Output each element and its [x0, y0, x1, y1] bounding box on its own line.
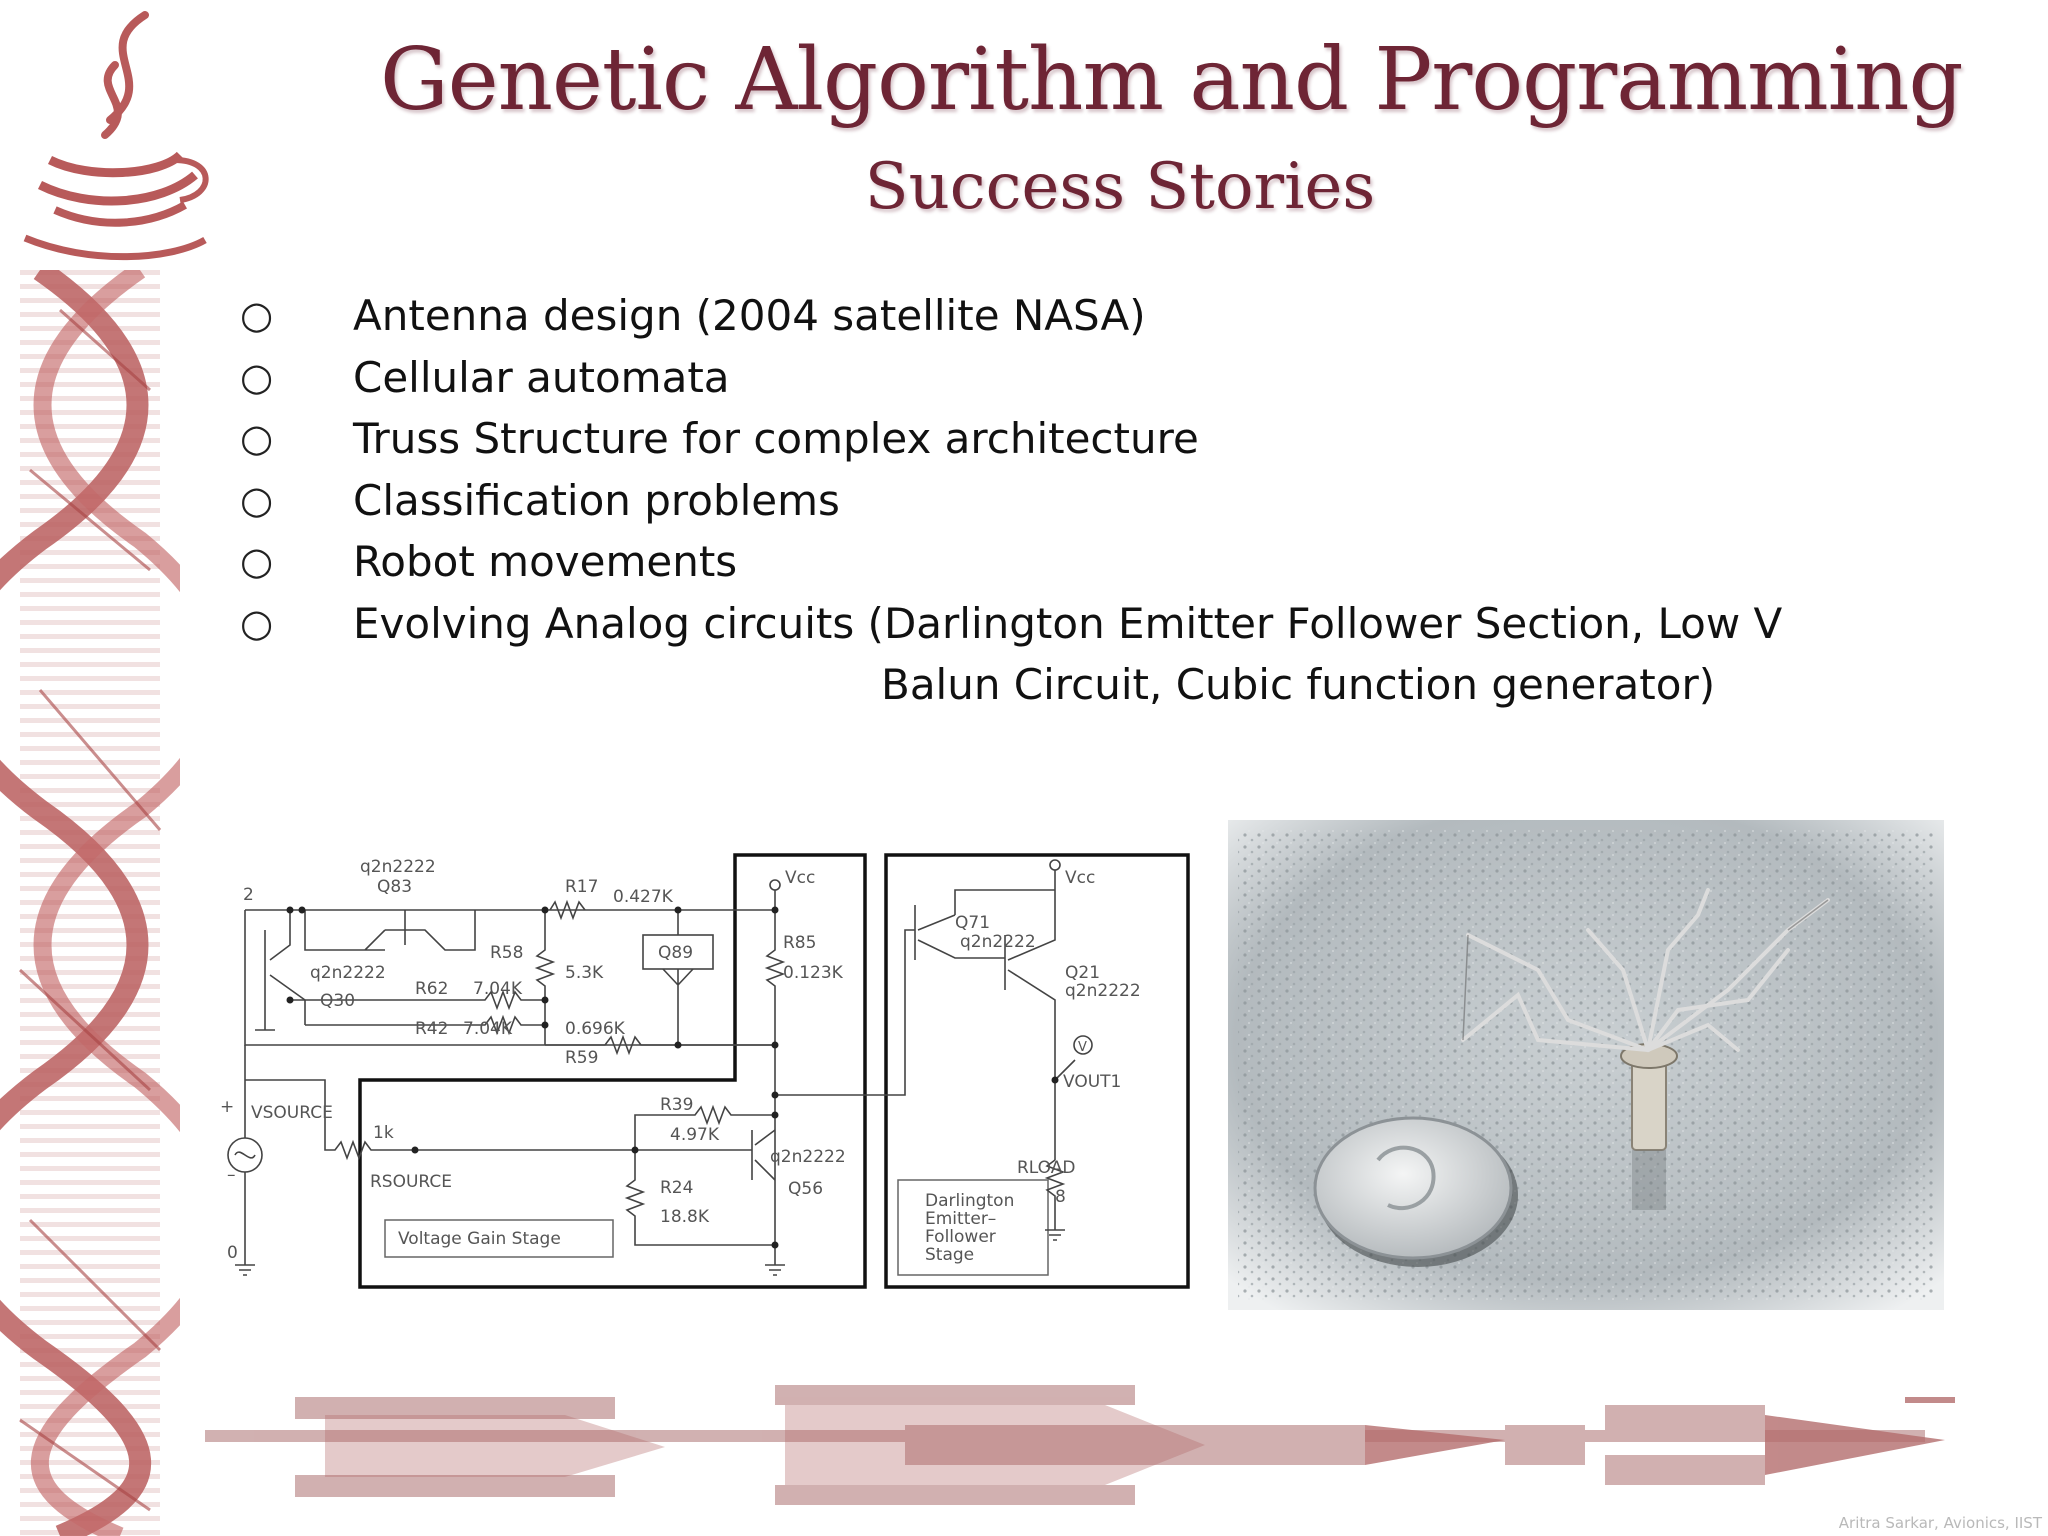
- component-name: Q89: [658, 943, 694, 963]
- component-value: 7.04K: [463, 1019, 512, 1039]
- component-value: 4.97K: [670, 1125, 719, 1145]
- bullet-marker: ○: [240, 600, 274, 645]
- component-value: 18.8K: [660, 1207, 709, 1227]
- component-name: R39: [660, 1095, 694, 1115]
- component-name: Q56: [788, 1179, 824, 1199]
- stage-label: Stage: [925, 1245, 975, 1265]
- bullet-marker: ○: [240, 416, 274, 460]
- list-item: [240, 285, 1800, 347]
- gene-strip-decoration: [205, 1385, 2005, 1510]
- polarity-label: +: [220, 1097, 235, 1117]
- component-name: Q21: [1065, 963, 1101, 983]
- supply-label: Vcc: [1065, 868, 1096, 888]
- bullet-text: Classification problems: [353, 475, 840, 525]
- slide-title: Genetic Algorithm and Programming: [380, 30, 1963, 130]
- bullet-continuation: Balun Circuit, Cubic function generator): [881, 660, 1716, 709]
- java-cup-logo: [10, 10, 210, 265]
- bullet-text: Evolving Analog circuits (Darlington Emitter Follower Section, Low V: [353, 598, 1783, 648]
- component-type: q2n2222: [360, 857, 436, 877]
- stage-label: Emitter–: [925, 1209, 997, 1229]
- component-value: 5.3K: [565, 963, 604, 983]
- component-name: Q30: [320, 991, 356, 1011]
- component-name: R58: [490, 943, 524, 963]
- component-name: R85: [783, 933, 817, 953]
- component-name: Q71: [955, 913, 991, 933]
- component-type: q2n2222: [1065, 981, 1141, 1001]
- stage-label: Darlington: [925, 1191, 1015, 1211]
- antenna-photo: [1228, 820, 1944, 1310]
- component-value: 0.123K: [783, 963, 843, 983]
- component-name: RLOAD: [1017, 1158, 1076, 1178]
- component-name: R62: [415, 979, 449, 999]
- component-type: q2n2222: [960, 932, 1036, 952]
- bullet-list: [240, 285, 1800, 709]
- component-name: R59: [565, 1048, 599, 1068]
- component-type: q2n2222: [770, 1147, 846, 1167]
- component-value: 1k: [373, 1123, 394, 1143]
- bullet-text: Antenna design (2004 satellite NASA): [353, 291, 1146, 340]
- slide-footer: Aritra Sarkar, Avionics, IIST: [1838, 1514, 2042, 1532]
- bullet-text: Robot movements: [353, 537, 738, 586]
- stage-label: Follower: [925, 1227, 996, 1247]
- node-label: 0: [227, 1243, 238, 1263]
- polarity-label: –: [227, 1165, 236, 1185]
- list-item: [240, 347, 1800, 409]
- component-value: 0.696K: [565, 1019, 625, 1039]
- component-value: 8: [1055, 1187, 1066, 1207]
- slide-subtitle: Success Stories: [864, 150, 1376, 224]
- bullet-marker: ○: [240, 539, 274, 583]
- list-item: [240, 470, 1800, 532]
- component-name: R17: [565, 877, 599, 897]
- bullet-marker: ○: [240, 477, 274, 522]
- probe-label: V: [1078, 1040, 1087, 1055]
- list-item: [240, 531, 1800, 593]
- list-item: [240, 593, 1800, 709]
- component-value: 0.427K: [613, 887, 673, 907]
- dna-helix-decoration: [0, 270, 180, 1536]
- supply-label: Vcc: [785, 868, 816, 888]
- node-label: 2: [243, 885, 254, 905]
- bullet-text: Cellular automata: [353, 352, 730, 402]
- bullet-text: Truss Structure for complex architecture: [353, 414, 1199, 463]
- component-name: RSOURCE: [370, 1172, 453, 1192]
- component-name: Q83: [377, 877, 413, 897]
- bullet-marker: ○: [240, 293, 274, 337]
- stage-label: Voltage Gain Stage: [398, 1229, 561, 1249]
- circuit-schematic: [215, 850, 1200, 1295]
- component-name: VSOURCE: [251, 1103, 333, 1123]
- list-item: [240, 408, 1800, 470]
- bullet-marker: ○: [240, 354, 274, 399]
- component-value: 7.04K: [473, 979, 522, 999]
- component-name: VOUT1: [1063, 1072, 1122, 1092]
- component-name: R42: [415, 1019, 449, 1039]
- component-type: q2n2222: [310, 963, 386, 983]
- component-name: R24: [660, 1178, 694, 1198]
